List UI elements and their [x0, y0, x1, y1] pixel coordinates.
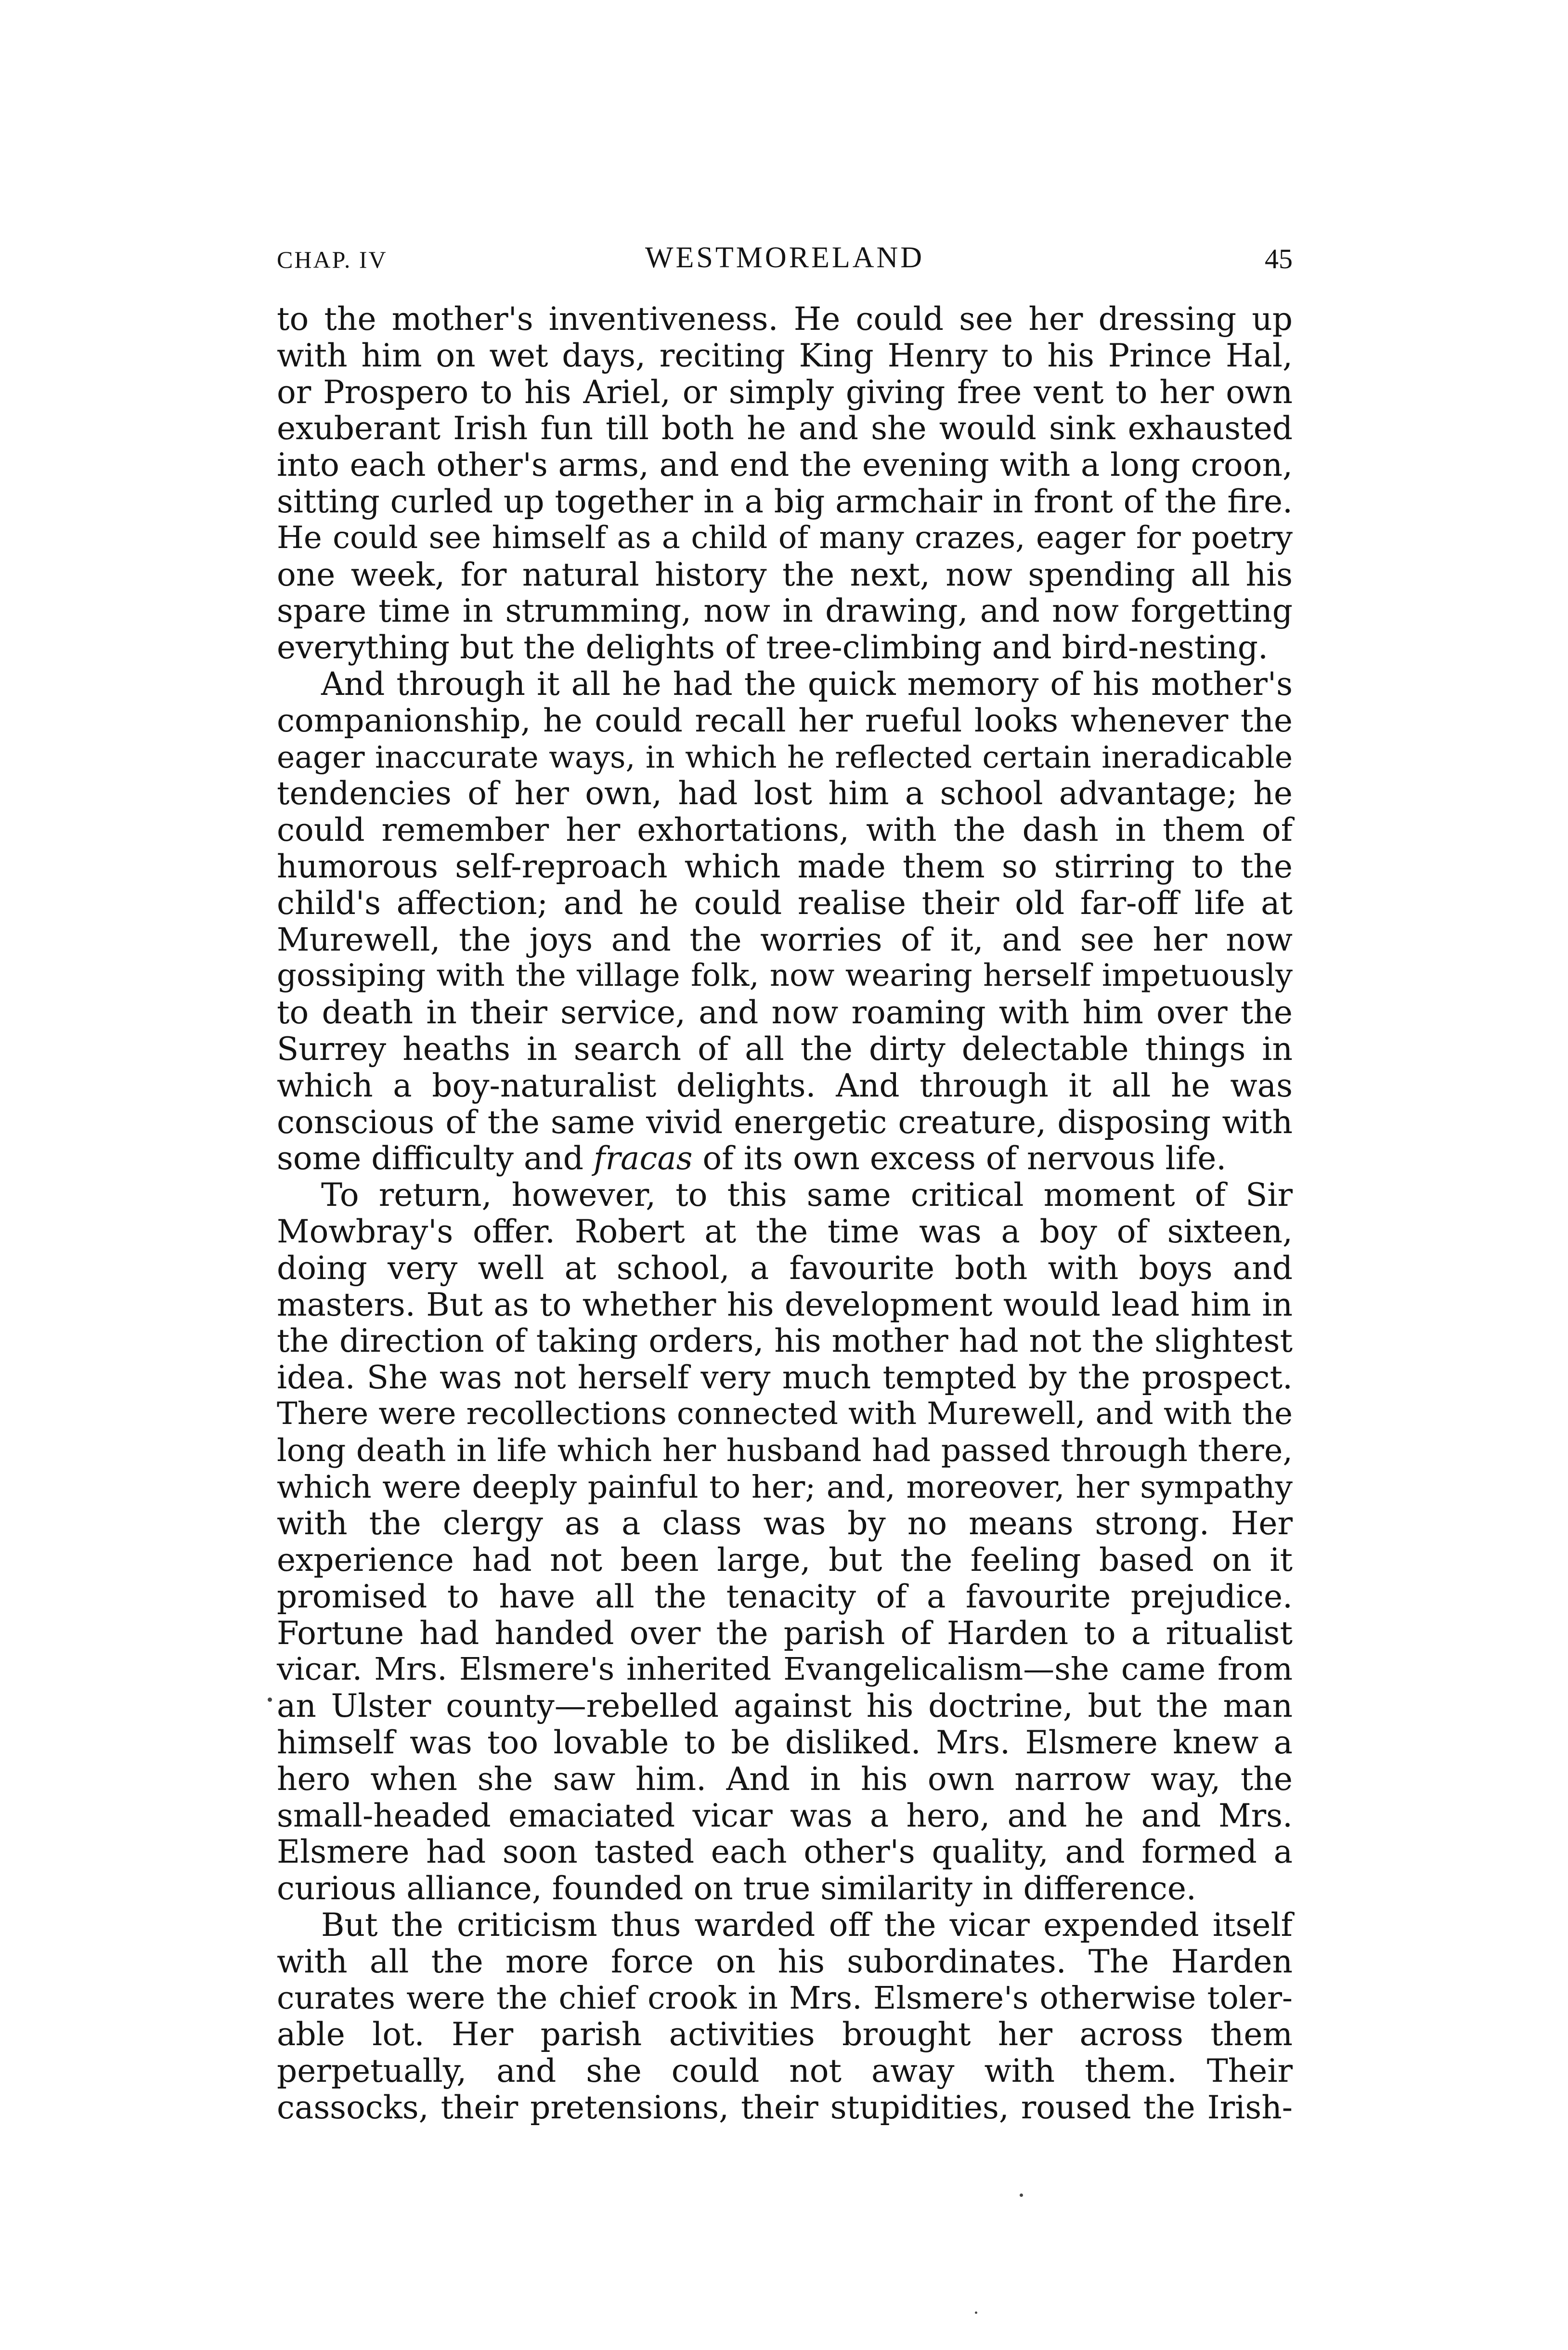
text-line: to the mother's inventiveness. He could see her dressing up: [277, 300, 1293, 338]
text-line: sitting curled up together in a big armchair in front of the fire.: [277, 483, 1293, 520]
page-number: 45: [1265, 243, 1293, 274]
text-line: small-headed emaciated vicar was a hero, and he and Mrs.: [277, 1797, 1293, 1834]
text-line: Surrey heaths in search of all the dirty delectable things in: [277, 1030, 1293, 1068]
paragraph-start-line: To return, however, to this same critical moment of Sir: [321, 1176, 1293, 1214]
text-line: There were recollections connected with Murewell, and with the: [277, 1396, 1293, 1432]
text-line: exuberant Irish fun till both he and she would sink exhausted: [277, 410, 1293, 447]
text-line: humorous self-reproach which made them so stirring to the: [277, 848, 1293, 885]
chapter-label: CHAP. IV: [277, 246, 388, 273]
text-line: perpetually, and she could not away with them. Their: [277, 2052, 1293, 2090]
text-line: the direction of taking orders, his mother had not the slightest: [277, 1322, 1293, 1360]
text-line: with all the more force on his subordinates. The Harden: [277, 1943, 1293, 1980]
print-speck: [268, 1697, 272, 1702]
text-line: masters. But as to whether his development would lead him in: [277, 1286, 1293, 1323]
text-line: cassocks, their pretensions, their stupidities, roused the Irish-: [277, 2089, 1293, 2127]
print-speck: [1020, 2193, 1023, 2197]
text-line: could remember her exhortations, with the dash in them of: [277, 811, 1293, 849]
text-line: vicar. Mrs. Elsmere's inherited Evangelicalism—she came from: [277, 1651, 1293, 1688]
body-text: [277, 301, 1293, 2126]
text-line: curious alliance, founded on true similarity in difference.: [277, 1870, 1196, 1907]
print-speck: [975, 2311, 977, 2314]
text-line: hero when she saw him. And in his own narrow way, the: [277, 1760, 1293, 1798]
text-line: with him on wet days, reciting King Henry to his Prince Hal,: [277, 337, 1293, 374]
text-line: everything but the delights of tree-climbing and bird-nesting.: [277, 629, 1268, 666]
text-line: companionship, he could recall her rueful looks whenever the: [277, 702, 1293, 739]
text-line: one week, for natural history the next, now spending all his: [277, 556, 1293, 593]
text-line: into each other's arms, and end the evening with a long croon,: [277, 446, 1293, 484]
text-line: [277, 1140, 1293, 1177]
running-head: [277, 241, 1293, 284]
text-line: promised to have all the tenacity of a favourite prejudice.: [277, 1578, 1293, 1615]
text-line: experience had not been large, but the feeling based on it: [277, 1541, 1293, 1579]
text-line: Mowbray's offer. Robert at the time was a boy of sixteen,: [277, 1213, 1293, 1250]
text-line: which were deeply painful to her; and, moreover, her sympathy: [277, 1469, 1293, 1505]
text-line: eager inaccurate ways, in which he reflected certain ineradicable: [277, 739, 1293, 775]
text-line: Murewell, the joys and the worries of it, and see her now: [277, 921, 1293, 958]
text-line: gossiping with the village folk, now wearing herself impetuously: [277, 958, 1293, 994]
text-line: to death in their service, and now roaming with him over the: [277, 994, 1293, 1031]
text-run: of its own excess of nervous life.: [702, 1140, 1227, 1177]
text-line: He could see himself as a child of many crazes, eager for poetry: [277, 520, 1293, 556]
text-line: which a boy-naturalist delights. And through it all he was: [277, 1067, 1293, 1104]
text-line: child's affection; and he could realise their old far-off life at: [277, 884, 1293, 922]
text-line: spare time in strumming, now in drawing, and now forgetting: [277, 592, 1293, 630]
text-line: Elsmere had soon tasted each other's quality, and formed a: [277, 1833, 1293, 1871]
text-line: tendencies of her own, had lost him a school advantage; he: [277, 775, 1293, 812]
text-line: himself was too lovable to be disliked. Mrs. Elsmere knew a: [277, 1724, 1293, 1762]
text-line: with the clergy as a class was by no means strong. Her: [277, 1505, 1293, 1542]
italic-word: fracas: [594, 1140, 693, 1177]
text-line: an Ulster county—rebelled against his doctrine, but the man: [277, 1687, 1293, 1725]
text-line: long death in life which her husband had passed through there,: [277, 1432, 1293, 1469]
text-line: idea. She was not herself very much tempted by the prospect.: [277, 1359, 1293, 1397]
paragraph-start-line: But the criticism thus warded off the vicar expended itself: [321, 1906, 1293, 1944]
text-line: doing very well at school, a favourite both with boys and: [277, 1249, 1293, 1287]
paragraph-start-line: And through it all he had the quick memory of his mother's: [321, 665, 1293, 703]
running-title: WESTMORELAND: [645, 241, 925, 274]
text-line: able lot. Her parish activities brought her across them: [277, 2016, 1293, 2053]
text-line: curates were the chief crook in Mrs. Elsmere's otherwise toler-: [277, 1980, 1293, 2016]
text-line: Fortune had handed over the parish of Harden to a ritualist: [277, 1614, 1293, 1652]
text-run: some difficulty and: [277, 1140, 584, 1177]
text-line: or Prospero to his Ariel, or simply giving free vent to her own: [277, 373, 1293, 411]
text-line: conscious of the same vivid energetic creature, disposing with: [277, 1103, 1293, 1141]
